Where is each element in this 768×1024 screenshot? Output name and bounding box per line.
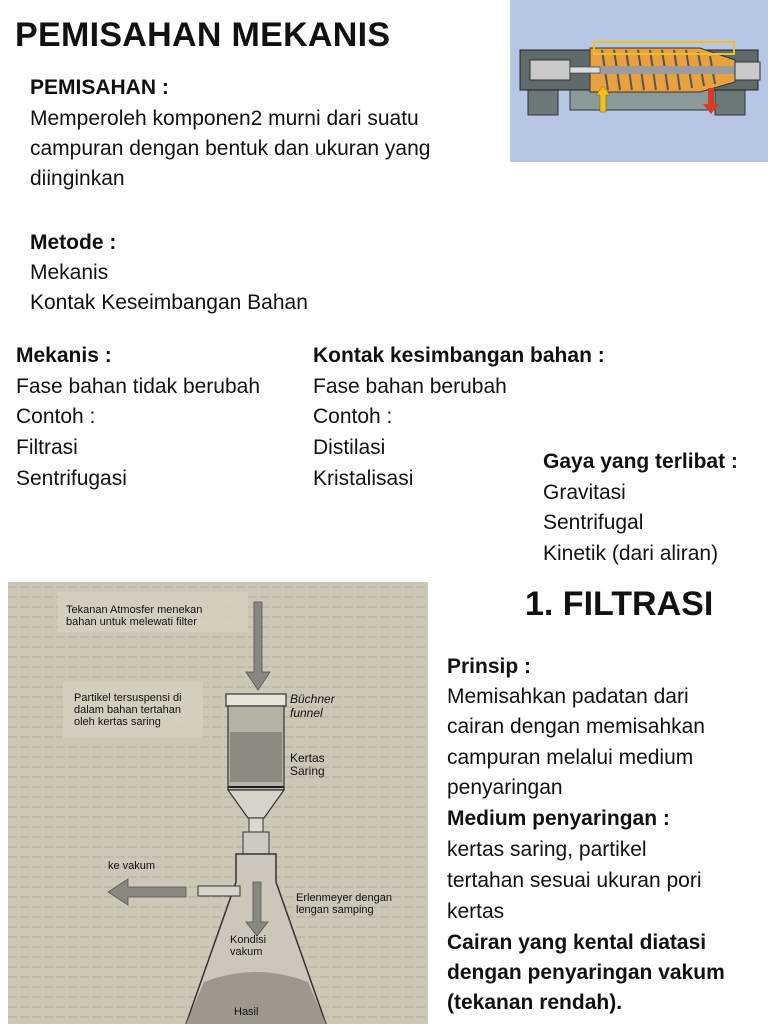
- pemisahan-heading: PEMISAHAN :: [30, 76, 169, 99]
- kontak-line-1: Fase bahan berubah: [313, 375, 507, 398]
- medium-line-3: kertas: [447, 900, 505, 923]
- pemisahan-line-2: campuran dengan bentuk dan ukuran yang: [30, 137, 431, 160]
- mekanis-line-2: Contoh :: [16, 405, 96, 428]
- vacuum-filtration-figure: [8, 582, 428, 1024]
- gaya-item-1: Gravitasi: [543, 481, 626, 504]
- metode-heading: Metode :: [30, 231, 117, 254]
- label-kertas: [290, 752, 325, 778]
- mekanis-line-4: Sentrifugasi: [16, 467, 127, 490]
- mekanis-heading: Mekanis :: [16, 344, 112, 367]
- label-kertas-line-1: Kertas: [290, 751, 325, 765]
- kontak-heading: Kontak kesimbangan bahan :: [313, 344, 605, 367]
- label-erlenmeyer-line-1: Erlenmeyer dengan: [296, 892, 393, 904]
- label-partikel: [74, 692, 182, 728]
- cairan-line-1: Cairan yang kental diatasi: [447, 931, 707, 954]
- cairan-line-3: (tekanan rendah).: [447, 991, 623, 1014]
- cairan-line-2: dengan penyaringan vakum: [447, 961, 725, 984]
- medium-line-1: kertas saring, partikel: [447, 838, 647, 861]
- label-hasil: Hasil: [234, 1006, 259, 1018]
- page-title: PEMISAHAN MEKANIS: [15, 16, 391, 54]
- centrifuge-drawing: [510, 0, 768, 162]
- label-buchner-line-1: Büchner: [290, 692, 335, 706]
- prinsip-heading: Prinsip :: [447, 655, 532, 678]
- metode-item-1: Mekanis: [30, 261, 109, 284]
- kontak-line-4: Kristalisasi: [313, 467, 414, 490]
- filtration-diagram: [8, 582, 428, 1024]
- filtrasi-title: 1. FILTRASI: [525, 585, 714, 623]
- label-partikel-line-1: Partikel tersuspensi di: [74, 692, 182, 704]
- prinsip-line-2: cairan dengan memisahkan: [447, 715, 705, 738]
- prinsip-line-3: campuran melalui medium: [447, 746, 694, 769]
- label-kondisi-line-2: vakum: [230, 946, 263, 958]
- gaya-heading: Gaya yang terlibat :: [543, 450, 738, 473]
- label-atm-line-1: Tekanan Atmosfer menekan: [66, 604, 203, 616]
- label-erlenmeyer: [296, 892, 392, 916]
- kontak-line-3: Distilasi: [313, 436, 386, 459]
- label-atm: [66, 604, 202, 628]
- prinsip-line-1: Memisahkan padatan dari: [447, 685, 689, 708]
- pemisahan-line-3: diinginkan: [30, 167, 125, 190]
- label-kondisi-line-1: Kondisi: [230, 934, 267, 946]
- label-vakum: ke vakum: [108, 860, 156, 872]
- label-atm-line-2: bahan untuk melewati filter: [66, 616, 197, 628]
- mekanis-line-3: Filtrasi: [16, 436, 78, 459]
- mekanis-line-1: Fase bahan tidak berubah: [16, 375, 261, 398]
- prinsip-line-4: penyaringan: [447, 776, 563, 799]
- decanter-centrifuge-image: [510, 0, 768, 162]
- label-kertas-line-2: Saring: [290, 764, 325, 778]
- gaya-item-3: Kinetik (dari aliran): [543, 542, 719, 565]
- label-partikel-line-3: oleh kertas saring: [74, 716, 161, 728]
- label-buchner: [290, 692, 335, 720]
- label-erlenmeyer-line-2: lengan samping: [296, 904, 374, 916]
- gaya-item-2: Sentrifugal: [543, 511, 644, 534]
- medium-line-2: tertahan sesuai ukuran pori: [447, 869, 702, 892]
- kontak-line-2: Contoh :: [313, 405, 393, 428]
- label-buchner-line-2: funnel: [290, 706, 323, 720]
- label-partikel-line-2: dalam bahan tertahan: [74, 704, 182, 716]
- medium-heading: Medium penyaringan :: [447, 807, 670, 830]
- metode-item-2: Kontak Keseimbangan Bahan: [30, 291, 308, 314]
- pemisahan-line-1: Memperoleh komponen2 murni dari suatu: [30, 107, 419, 130]
- label-kondisi: [230, 934, 266, 958]
